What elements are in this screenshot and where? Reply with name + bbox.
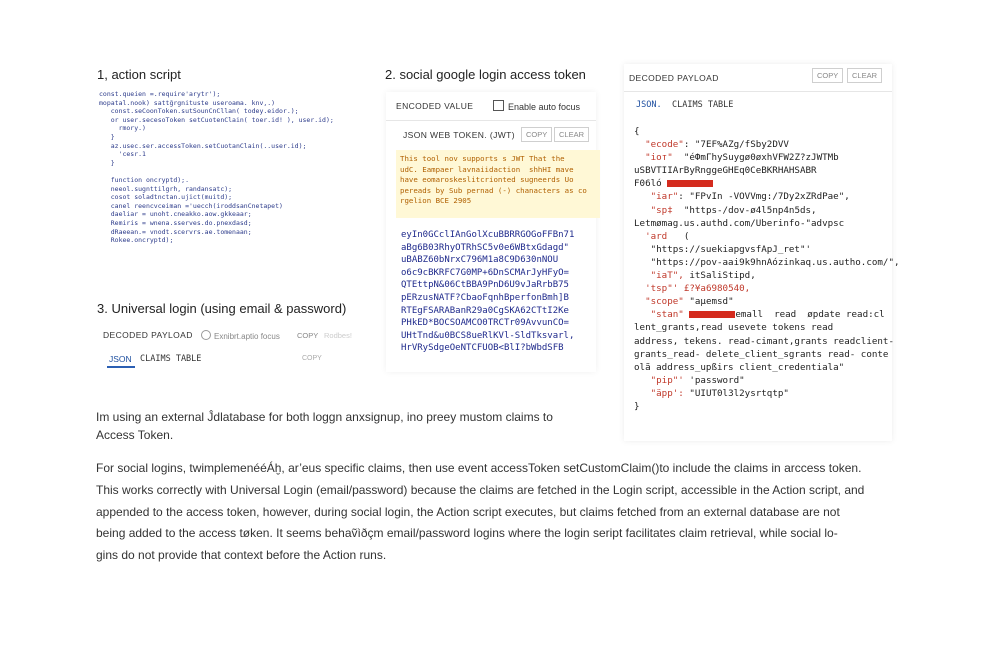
universal-decoded-label: DECODED PAYLOAD: [103, 330, 193, 340]
universal-auto-focus-label: Exnibrt.aptio focus: [214, 332, 280, 341]
jwt-token-value[interactable]: eyIn0GCclIAnGolXcuBBRRGOGoFFBn71 aBg6B03RhyOTRhSC5v0e6WBtxGdagd" uBABZ60bNrxC796M1a8C9D630nNOU o6c9cBKRFC7G0MP+6DnSCMArJyHFyO= QTEttpN&06CtBBA9PnD6U9vJaRrbB75 pERzusNATF?CbaoFqnhBperfonBmh]B RTEgFSARABanR29a0CgSKA62CTtI2Ke PHkED*BOCSOAMCO0TRCTr09AvvunCO= UHtTnd&u0BCS8ueRlKVl-SldTksvarl, HrVRySdgeOeNTCFUOB<BlI?bWbdSFB: [401, 230, 575, 354]
decoded-title: DECODED PAYLOAD: [629, 73, 719, 83]
decoded-tab-json[interactable]: JSON.: [636, 100, 662, 110]
decoded-clear-button[interactable]: CLEAR: [847, 68, 882, 83]
jwt-copy-button[interactable]: COPY: [521, 127, 552, 142]
universal-clear-button[interactable]: Rodbes!: [324, 331, 352, 340]
auto-focus-toggle[interactable]: [493, 100, 580, 112]
redacted-bar: [667, 180, 713, 187]
auto-focus-label: Enable auto focus: [508, 102, 581, 112]
decoded-json[interactable]: { "ecode": "7EF%AZg/fSby2DVV "ioт" "éФmГhySuygø0øxhVFW2Z?zJWTMb uSBVTIIArByRnggeGHEq0CeBKRHAHSABR F06ló "iar": "FPvIn -VOVVmg:/7Dy2xZRdPae", "sp‡ "https-/dov-ø4l5np4n5ds, Letmømag.us.authd.com/Uberinfo-"advpsc 'ard ( "https://suekiapgvsfApJ_ret"' "https://pov-aai9k9hnAózinkaq.us.autho.com/", "iaT", itSaliStipd, 'tsp"' £?¥a6980540, "scope" "aµemsd" "stan" emall read øpdate read:cl lent_grants,read usevete tokens read address, tekens. read-cimant,grants readclient- grants_read- delete_client_sgrants read- conte olã address_upßirs client_credentiala" "pip"' 'password" "äpp': "UIUT0l3l2ysrtqtp" }: [634, 126, 900, 412]
universal-tab-claims[interactable]: CLAIMS TABLE: [140, 354, 202, 364]
tab-underline: [107, 366, 135, 368]
section-title-social-token: 2. social google login access token: [385, 67, 586, 82]
jwt-warning-box: This tool nov supports s JWT That the udC. Eampaer lavnaiidaction shhHI mave have eomaroskeslitcrionted sugneerds Uo pereads by Sub pernad (-) chanacters as co rgelion BCE 2905: [396, 150, 600, 218]
jwt-label: JSON WEB TOKEN. (JWT): [403, 130, 515, 140]
decoded-copy-button[interactable]: COPY: [812, 68, 843, 83]
encoded-value-label: ENCODED VALUE: [396, 101, 474, 111]
universal-tab-json[interactable]: JSON: [109, 354, 132, 364]
redacted-bar: [689, 311, 735, 318]
jwt-clear-button[interactable]: CLEAR: [554, 127, 589, 142]
divider: [624, 91, 892, 92]
universal-copy2-button[interactable]: COPY: [302, 355, 322, 362]
question-body: For social logins, twimplemenééÁḫ, ar’eus specific claims, then use event accessToken setCustomClaim()to include the claims in arccess token. This works correctly with Universal Login (email/password) because the claims are fetched in the Login script, accessible in the Action script, and appended to the access token, however, during social login, the Action script executes, but claims fetched from an external database are not being added to the access tøken. It seems behaṽìðçm email/password logins where the login seript facilitates claim retrieval, while social lo- gins do not provide that context before the Action runs.: [96, 461, 865, 563]
question-intro: Im using an external Ĵdlatabase for both loggn anxsignup, ino preey mustom claims to Access Token.: [96, 410, 553, 442]
universal-copy-button[interactable]: COPY: [297, 331, 319, 340]
action-script-code: const.queien =.require'arytr'); mopatal.nook) sattğrgnituste useroama. knv,.) const.seCoonToken.sutSounCnCllan( todey.eidor.); or user.secesoToken setCuotenClain( toer.id! ), user.id); rmory.) } az.usec.ser.accessToken.setCuotanClain(..user.id); 'cesr.1 } function oncryptd);. neeol.sugnttilgrh, randansatc); cosot soladtnctan.ujict(muitd); canel reencvceiman ='uecch(iroddsanCnetapet) daeliar = unoht.cneakko.aow.gkkeaar; Remiris = wnena.sserves.do.pnexdasd; dRaeean.= vnodt.scervrs.ae.tomenaan; Rokee.oncryptd);: [99, 90, 334, 245]
checkbox-icon[interactable]: [493, 100, 504, 111]
decoded-payload-panel: [624, 64, 900, 441]
section-title-action-script: 1, action script: [97, 67, 181, 82]
divider: [386, 120, 596, 121]
decoded-tab-claims[interactable]: CLAIMS TABLE: [672, 100, 734, 110]
section-title-universal-login: 3. Universal login (using email & password): [97, 301, 347, 316]
encoded-panel: [386, 92, 596, 372]
universal-auto-focus-toggle[interactable]: [201, 330, 280, 341]
toggle-icon[interactable]: [201, 330, 211, 340]
